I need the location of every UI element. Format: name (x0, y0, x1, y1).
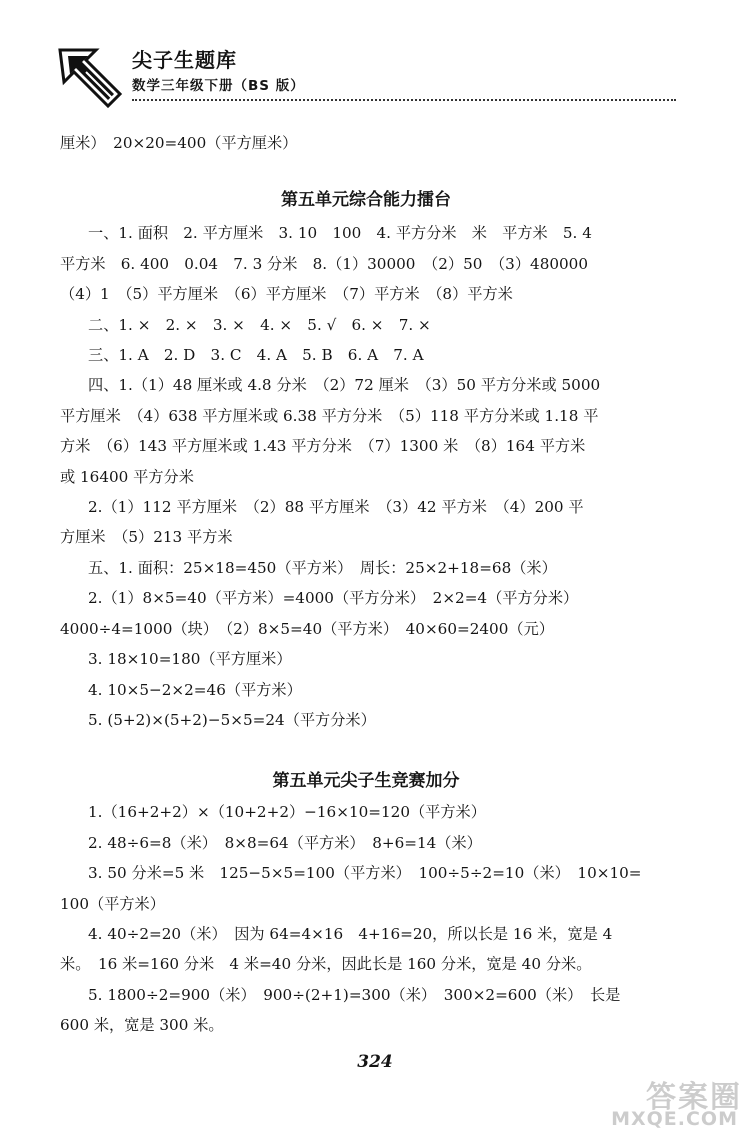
answer-line: 2.（1）8×5=40（平方米）=4000（平方分米） 2×2=4（平方分米） (88, 589, 579, 608)
answer-line: 平方米 6. 400 0.04 7. 3 分米 8.（1）30000 （2）50 （3）480000 (60, 254, 589, 273)
answer-line: 五、1. 面积：25×18=450（平方米） 周长：25×2+18=68（米） (88, 558, 557, 577)
answer-line: 2. 48÷6=8（米） 8×8=64（平方米） 8+6=14（米） (88, 833, 482, 852)
answer-line: 平方厘米 （4）638 平方厘米或 6.38 平方分米 （5）118 平方分米或 1.18 平 (60, 406, 599, 425)
answer-line: 4. 10×5−2×2=46（平方米） (88, 680, 302, 699)
answer-line: 100（平方米） (60, 894, 165, 913)
page-header (56, 36, 676, 116)
answer-line: 米。 16 米=160 分米 4 米=40 分米，因此长是 160 分米，宽是 40 分米。 (60, 955, 592, 974)
arrow-logo-icon (56, 42, 128, 114)
book-subtitle: 数学三年级下册（BS 版） (132, 78, 305, 94)
answer-line: 600 米，宽是 300 米。 (60, 1016, 224, 1035)
answer-line: 4. 40÷2=20（米） 因为 64=4×16 4+16=20，所以长是 16 米，宽是 4 (88, 924, 613, 943)
answer-line: 3. 18×10=180（平方厘米） (88, 650, 292, 669)
answer-line: 3. 50 分米=5 米 125−5×5=100（平方米） 100÷5÷2=10（米） 10×10= (88, 864, 642, 883)
section-title-comprehensive: 第五单元综合能力擂台 (281, 190, 451, 211)
answer-line: 二、1. × 2. × 3. × 4. × 5. √ 6. × 7. × (88, 315, 431, 334)
carry-over-line: 厘米） 20×20=400（平方厘米） (60, 134, 298, 152)
answer-line: 2.（1）112 平方厘米 （2）88 平方厘米 （3）42 平方米 （4）200 平 (88, 498, 584, 517)
answer-line: 5. 1800÷2=900（米） 900÷(2+1)=300（米） 300×2=600（米） 长是 (88, 985, 621, 1004)
answer-line: 方米 （6）143 平方厘米或 1.43 平方分米 （7）1300 米 （8）164 平方米 (60, 437, 586, 456)
answer-line: 1.（16+2+2）×（10+2+2）−16×10=120（平方米） (88, 803, 486, 822)
watermark-url: MXQE.COM (611, 1108, 738, 1130)
watermark-text: 答案圈 (646, 1080, 742, 1115)
book-title: 尖子生题库 (132, 48, 237, 72)
page-number: 324 (357, 1052, 393, 1072)
answer-line: 四、1.（1）48 厘米或 4.8 分米 （2）72 厘米 （3）50 平方分米或 5000 (88, 376, 601, 395)
answer-line: 一、1. 面积 2. 平方厘米 3. 10 100 4. 平方分米 米 平方米 5. 4 (88, 224, 592, 243)
answer-line: （4）1 （5）平方厘米 （6）平方厘米 （7）平方米 （8）平方米 (60, 285, 513, 304)
answer-line: 4000÷4=1000（块） （2）8×5=40（平方米） 40×60=2400（元） (60, 619, 554, 638)
header-dotted-divider (132, 99, 676, 101)
answer-line: 5. (5+2)×(5+2)−5×5=24（平方分米） (88, 710, 376, 729)
answer-line: 三、1. A 2. D 3. C 4. A 5. B 6. A 7. A (88, 346, 424, 365)
watermark-logo (602, 1072, 742, 1132)
page-content (60, 128, 672, 1041)
answer-line: 方厘米 （5）213 平方米 (60, 528, 233, 547)
section-title-competition: 第五单元尖子生竞赛加分 (272, 771, 460, 792)
answer-line: 或 16400 平方分米 (60, 467, 194, 486)
